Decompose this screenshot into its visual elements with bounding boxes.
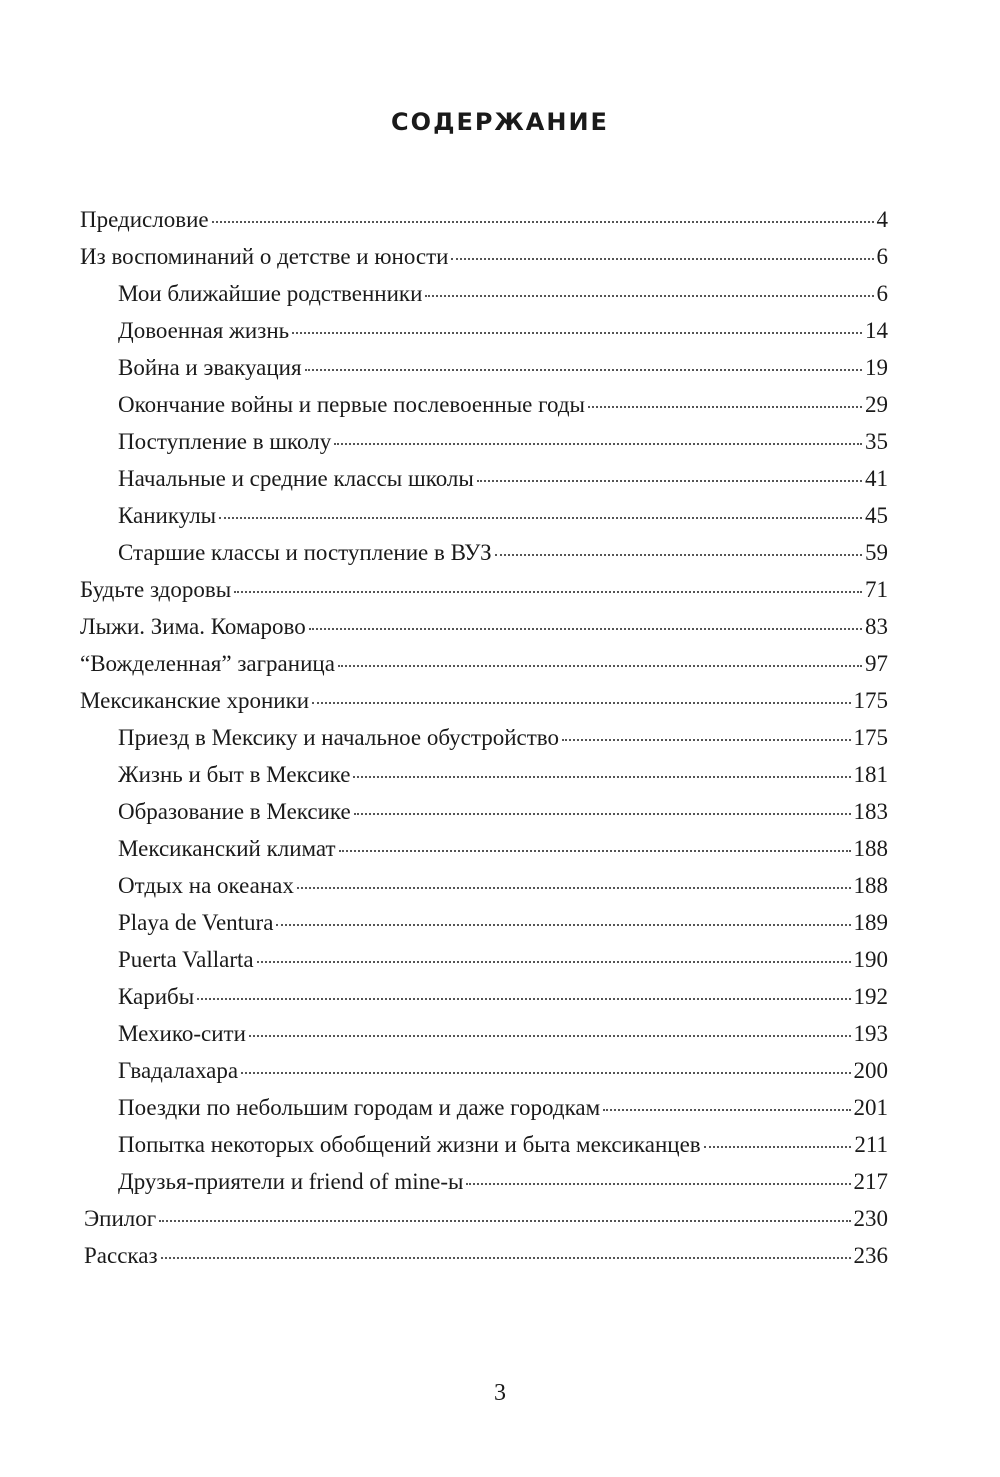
dot-leader xyxy=(212,221,874,223)
dot-leader xyxy=(334,443,862,445)
dot-leader xyxy=(451,258,873,260)
toc-entry-skiing[interactable] xyxy=(80,609,888,645)
toc-entry-title: Puerta Vallarta xyxy=(118,947,254,972)
toc-entry-title: Каникулы xyxy=(118,503,217,528)
toc-entry-mexican-chronicles[interactable] xyxy=(80,683,888,719)
toc-entry-page: 83 xyxy=(865,614,888,639)
toc-entry-title: Война и эвакуация xyxy=(118,355,302,380)
dot-leader xyxy=(219,517,862,519)
toc-entry-title: “Вожделенная” заграница xyxy=(80,651,335,676)
toc-entry-title: Мехико-сити xyxy=(118,1021,246,1046)
toc-entry-mexico-city[interactable] xyxy=(118,1016,888,1052)
toc-entry-page: 201 xyxy=(853,1095,888,1120)
toc-entry-school-entry[interactable] xyxy=(118,424,888,460)
toc-entry-page: 14 xyxy=(865,318,888,343)
toc-entry-page: 71 xyxy=(865,577,888,602)
dot-leader xyxy=(297,887,851,889)
toc-entry-title: Playa de Ventura xyxy=(118,910,274,935)
dot-leader xyxy=(353,776,850,778)
toc-entry-guadalajara[interactable] xyxy=(118,1053,888,1089)
toc-entry-page: 217 xyxy=(853,1169,888,1194)
toc-entry-school-classes[interactable] xyxy=(118,461,888,497)
toc-entry-title: Поездки по небольшим городам и даже городкам xyxy=(118,1095,601,1120)
toc-entry-postwar[interactable] xyxy=(118,387,888,423)
toc-entry-title: Эпилог xyxy=(84,1206,157,1231)
toc-entry-be-healthy[interactable] xyxy=(80,572,888,608)
toc-entry-puerta-vallarta[interactable] xyxy=(118,942,888,978)
toc-entry-friends[interactable] xyxy=(118,1164,888,1200)
toc-entry-title: Довоенная жизнь xyxy=(118,318,290,343)
page-number: 3 xyxy=(494,1380,506,1406)
toc-entry-education[interactable] xyxy=(118,794,888,830)
toc-entry-title: Начальные и средние классы школы xyxy=(118,466,474,491)
toc-entry-ocean-rest[interactable] xyxy=(118,868,888,904)
toc-entry-page: 192 xyxy=(853,984,888,1009)
toc-entry-page: 188 xyxy=(853,873,888,898)
dot-leader xyxy=(588,406,862,408)
toc-entry-page: 236 xyxy=(853,1243,888,1268)
toc-entry-title: Поступление в школу xyxy=(118,429,332,454)
toc-entry-page: 175 xyxy=(853,688,888,713)
toc-entry-page: 6 xyxy=(876,244,888,269)
page-title: СОДЕРЖАНИЕ xyxy=(391,108,609,136)
toc-entry-page: 19 xyxy=(865,355,888,380)
dot-leader xyxy=(339,850,851,852)
toc-entry-abroad[interactable] xyxy=(80,646,888,682)
toc-entry-title: Из воспоминаний о детстве и юности xyxy=(80,244,449,269)
toc-entry-page: 41 xyxy=(865,466,888,491)
toc-entry-title: Мексиканские хроники xyxy=(80,688,310,713)
toc-entry-title: Старшие классы и поступление в ВУЗ xyxy=(118,540,492,565)
toc-entry-title: Окончание войны и первые послевоенные годы xyxy=(118,392,585,417)
toc-entry-holidays[interactable] xyxy=(118,498,888,534)
toc-entry-page: 181 xyxy=(853,762,888,787)
dot-leader xyxy=(495,554,862,556)
toc-entry-caribbean[interactable] xyxy=(118,979,888,1015)
dot-leader xyxy=(354,813,851,815)
toc-entry-title: Будьте здоровы xyxy=(80,577,232,602)
toc-entry-page: 4 xyxy=(876,207,888,232)
dot-leader xyxy=(161,1257,851,1259)
toc-entry-small-towns[interactable] xyxy=(118,1090,888,1126)
dot-leader xyxy=(312,702,850,704)
toc-entry-title: Мои ближайшие родственники xyxy=(118,281,423,306)
toc-entry-title: Друзья-приятели и friend of mine-ы xyxy=(118,1169,464,1194)
dot-leader xyxy=(276,924,850,926)
toc-entry-title: Гвадалахара xyxy=(118,1058,239,1083)
dot-leader xyxy=(257,961,851,963)
toc-entry-page: 230 xyxy=(853,1206,888,1231)
toc-entry-life-mexico[interactable] xyxy=(118,757,888,793)
toc-entry-preface[interactable] xyxy=(80,202,888,238)
dot-leader xyxy=(249,1035,851,1037)
dot-leader xyxy=(477,480,862,482)
toc-entry-senior-classes[interactable] xyxy=(118,535,888,571)
toc-entry-page: 189 xyxy=(853,910,888,935)
toc-entry-title: Мексиканский климат xyxy=(118,836,336,861)
dot-leader xyxy=(305,369,862,371)
toc-entry-childhood[interactable] xyxy=(80,239,888,275)
toc-entry-page: 183 xyxy=(853,799,888,824)
dot-leader xyxy=(159,1220,850,1222)
toc-entry-page: 45 xyxy=(865,503,888,528)
toc-entry-page: 59 xyxy=(865,540,888,565)
toc-entry-page: 190 xyxy=(853,947,888,972)
toc-entry-page: 29 xyxy=(865,392,888,417)
toc-entry-title: Рассказ xyxy=(84,1243,158,1268)
toc-entry-generalizations[interactable] xyxy=(118,1127,888,1163)
dot-leader xyxy=(241,1072,850,1074)
toc-entry-climate[interactable] xyxy=(118,831,888,867)
toc-entry-page: 193 xyxy=(853,1021,888,1046)
toc-entry-page: 200 xyxy=(853,1058,888,1083)
toc-entry-title: Предисловие xyxy=(80,207,209,232)
toc-entry-page: 211 xyxy=(854,1132,888,1157)
dot-leader xyxy=(292,332,862,334)
toc-entry-title: Жизнь и быт в Мексике xyxy=(118,762,351,787)
dot-leader xyxy=(466,1183,850,1185)
toc-entry-epilogue[interactable] xyxy=(84,1201,888,1237)
dot-leader xyxy=(197,998,850,1000)
dot-leader xyxy=(704,1146,852,1148)
toc-entry-war[interactable] xyxy=(118,350,888,386)
dot-leader xyxy=(603,1109,850,1111)
toc-entry-title: Образование в Мексике xyxy=(118,799,351,824)
dot-leader xyxy=(562,739,851,741)
dot-leader xyxy=(234,591,862,593)
toc-entry-page: 97 xyxy=(865,651,888,676)
toc-entry-relatives[interactable] xyxy=(118,276,888,312)
toc-entry-page: 35 xyxy=(865,429,888,454)
toc-entry-title: Попытка некоторых обобщений жизни и быта мексиканцев xyxy=(118,1132,701,1157)
toc-entry-playa-de-ventura[interactable] xyxy=(118,905,888,941)
toc-entry-story[interactable] xyxy=(84,1238,888,1274)
toc-entry-arrival[interactable] xyxy=(118,720,888,756)
toc-entry-title: Лыжи. Зима. Комарово xyxy=(80,614,306,639)
toc-entry-title: Приезд в Мексику и начальное обустройство xyxy=(118,725,559,750)
dot-leader xyxy=(425,295,873,297)
dot-leader xyxy=(309,628,862,630)
toc-entry-prewar[interactable] xyxy=(118,313,888,349)
toc-entry-page: 188 xyxy=(853,836,888,861)
toc-entry-title: Карибы xyxy=(118,984,195,1009)
toc-entry-title: Отдых на океанах xyxy=(118,873,294,898)
dot-leader xyxy=(338,665,862,667)
toc-entry-page: 6 xyxy=(876,281,888,306)
toc-entry-page: 175 xyxy=(853,725,888,750)
